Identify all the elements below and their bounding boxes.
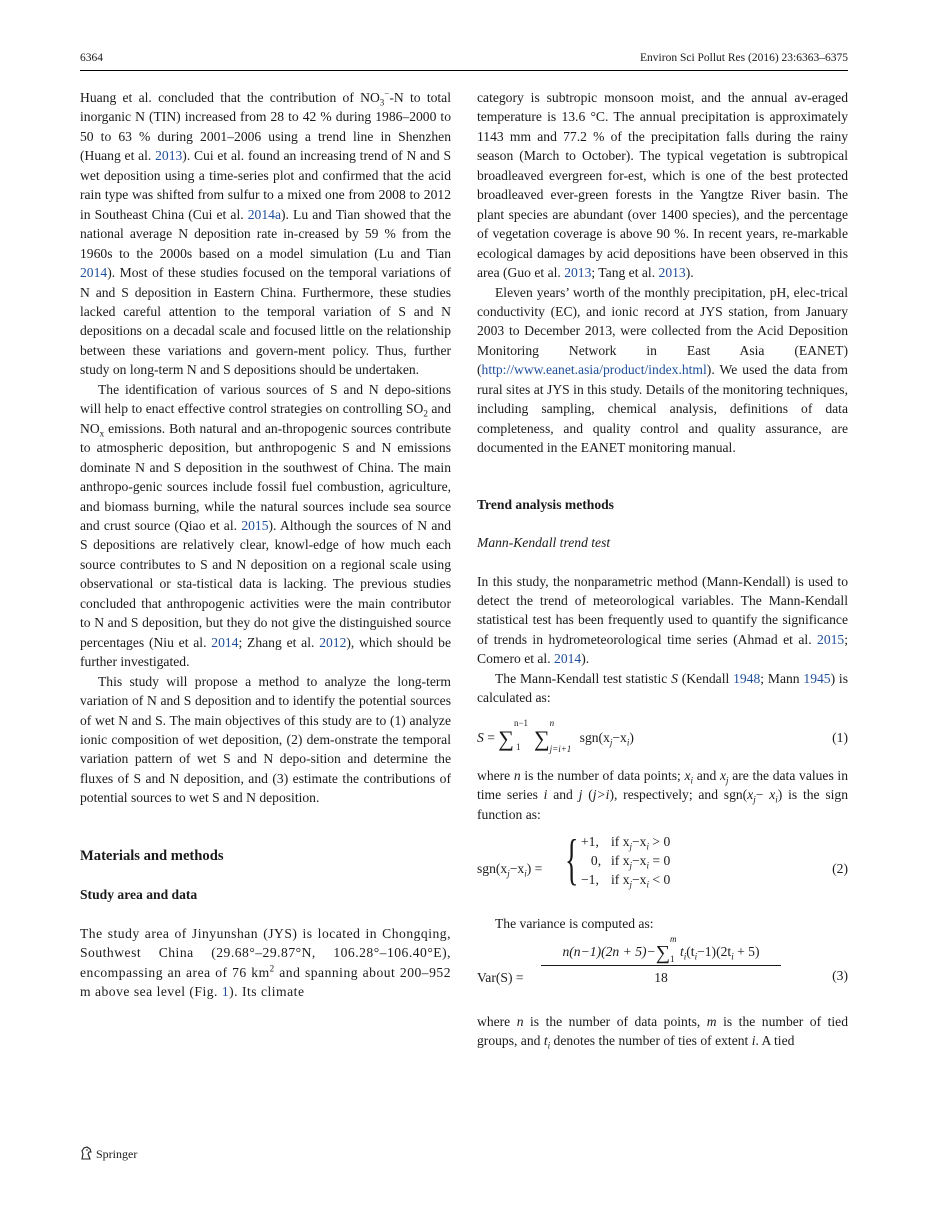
page-number: 6364 <box>80 52 103 64</box>
citation-link[interactable]: 2013 <box>155 148 183 164</box>
citation-link[interactable]: 2015 <box>241 517 269 533</box>
citation-link[interactable]: 2012 <box>319 634 347 650</box>
figure-link[interactable]: 1 <box>221 984 230 1000</box>
paragraph: The identification of various sources of S and N depo-sitions will help to enact effective control strategies on controlling $SO_2$ and $NO_x$ emissions. Both natural and an-thropogenic sources contribute to atmospheric deposition, but anthropogenic S and N emissions dominate N and S deposition in the southwest of China. The main anthropo-genic sources include fossil fuel combustion, agriculture, and biomass burning, while the natural sources include sea source and crust source (Qiao et al. 2015). Although the sources of N and S depositions are relatively clear, knowl-edge of how much each source contributes to S and N deposition on a regional scale using observational or sta-tistical data is lacking. The previous studies concluded that anthropogenic activities were the main contributor to N and S deposition, but they do not give the distinguished source percentages (Niu et al. 2014; Zhang et al. 2012), which should be further investigated. <box>80 381 452 670</box>
citation-link[interactable]: 2014a <box>247 206 281 222</box>
subsection-heading: Study area and data <box>80 887 198 903</box>
section-heading: Trend analysis methods <box>477 496 614 512</box>
paragraph: Huang et al. concluded that the contribution of $NO_3^--N$ to total inorganic N (TIN) increased from 28 to 42 % during 1986–2000 to 50 to 63 % during 2001–2006 using a trend line in Shenzhen (Huang et al. 2013). Cui et al. found an increasing trend of N and S wet deposition using a time-series plot and confirmed that the acid rain type was shifted from sulfur to a mixed one from 2008 to 2012 in Southeast China (Cui et al. 2014a). Lu and Tian showed that the national average N deposition rate in-creased by 59 % from the 1960s to the 2000s based on a model simulation (Lu and Tian 2014). Most of these studies focused on the temporal variations of N and S deposition in Eastern China. Furthermore, these studies lacked careful attention to the temporal variation of S and N depositions on a decadal scale and focused little on the relationship between these variations and govern-ment policy. Thus, further study on long-term N and S depositions should be undertaken. <box>80 88 452 378</box>
paragraph: The variance is computed as: <box>495 916 654 932</box>
running-header <box>80 50 848 71</box>
citation-link[interactable]: 2014 <box>554 651 582 667</box>
citation-link[interactable]: 2014 <box>211 634 239 650</box>
eanet-url-link[interactable]: http://www.eanet.asia/product/index.html <box>481 362 707 378</box>
paragraph: The study area of Jinyunshan (JYS) is located in Chongqing, Southwest China (29.68°–29.87°N, 106.28°–106.40°E), encompassing an area of 76 $km^2$ and spanning about 200–952 m above sea level (Fig. 1). Its climate <box>80 925 451 1000</box>
paragraph: category is subtropic monsoon moist, and the annual av-eraged temperature is 13.6 °C. The annual precipitation is approximately 1143 mm and 77.2 % of the precipitation falls during the rainy season (March to October). The typical vegetation is subtropical broadleaved evergreen for-est, which is one of the best protected broadleaved ever-green forests in the Yangtze River basin. The plant species are abundant (over 1400 species), and the percentage of vegetation coverage is above 90 %. In recent years, re-markable ecological damages by acid depositions have been observed in this area (Guo et al. 2013; Tang et al. 2013). <box>477 90 848 281</box>
paragraph: In this study, the nonparametric method (Mann-Kendall) is used to detect the trend of meteorological variables. The Mann-Kendall statistical test has been frequently used to quantify the significance of trends in hydrometeorological time series (Ahmad et al. 2015; Comero et al. 2014). <box>477 573 848 667</box>
publisher-name: Springer <box>96 1147 138 1161</box>
equation-1: S = ∑ n−1 1 ∑ n j=i+1 $sgn(x_j-x_i)$ (1) <box>477 717 848 754</box>
paragraph: This study will propose a method to analyze the long-term variation of N and S deposition and to identify the potential sources of wet N and S. The main objectives of this study are to (1) analyze ionic composition of wet deposition, (2) dem-onstrate the temporal variation pattern of wet S and N depo-sition and determine the fluxes of S and N deposition, and (3) estimate the contributions of potential sources to wet S and N deposition. <box>80 673 451 806</box>
citation-link[interactable]: 2013 <box>564 265 592 281</box>
publisher-footer <box>80 1146 137 1164</box>
journal-citation: Environ Sci Pollut Res (2016) 23:6363–6375 <box>640 52 848 64</box>
equation-number: (3) <box>832 967 848 983</box>
citation-link[interactable]: 1948 <box>733 670 761 686</box>
citation-link[interactable]: 2014 <box>80 265 108 281</box>
section-heading: Materials and methods <box>80 847 224 864</box>
paragraph: where n is the number of data points; $x_i$ and $x_j$ are the data values in time series i and j (j>i), respectively; and $sgn(x_j- x_i)$ is the sign function as: <box>477 767 848 822</box>
paragraph: where n is the number of data points, m is the number of tied groups, and $t_i$ denotes the number of ties of extent i. A tied <box>477 1013 849 1051</box>
subsection-heading: Mann-Kendall trend test <box>477 535 611 551</box>
equation-3: Var(S) = n(n−1)(2n + 5)−∑ m 1 $t_i(t_i-1)(2t_i + 5)$ 18 (3) <box>477 933 848 985</box>
paragraph: The Mann-Kendall test statistic S (Kendall 1948; Mann 1945) is calculated as: <box>477 670 848 706</box>
citation-link[interactable]: 2015 <box>817 631 845 647</box>
springer-horse-icon <box>80 1146 93 1164</box>
equation-2: $sgn(x_j-x_i)$ = { +1, if $x_j-x_i > 0$ 0, if $x_j-x_i = 0$ −1, if $x_j-x_i < 0$ (2) <box>477 829 848 892</box>
left-column <box>80 88 451 1001</box>
citation-link[interactable]: 1945 <box>803 670 831 686</box>
paragraph: Eleven years’ worth of the monthly precipitation, pH, elec-trical conductivity (EC), and ionic record at JYS station, from January 2003 to December 2013, were collected from the Acid Deposition Monitoring Network in East Asia (EANET) (http://www.eanet.asia/product/index.html). We used the data from rural sites at JYS in this study. Details of the monitoring techniques, including sampling, chemical analysis, definitions of data completeness, and quality control and quality assurance, are documented in the EANET monitoring manual. <box>477 284 848 456</box>
equation-number: (2) <box>832 861 848 877</box>
equation-number: (1) <box>832 729 848 745</box>
citation-link[interactable]: 2013 <box>658 265 686 281</box>
right-column <box>477 88 848 1050</box>
